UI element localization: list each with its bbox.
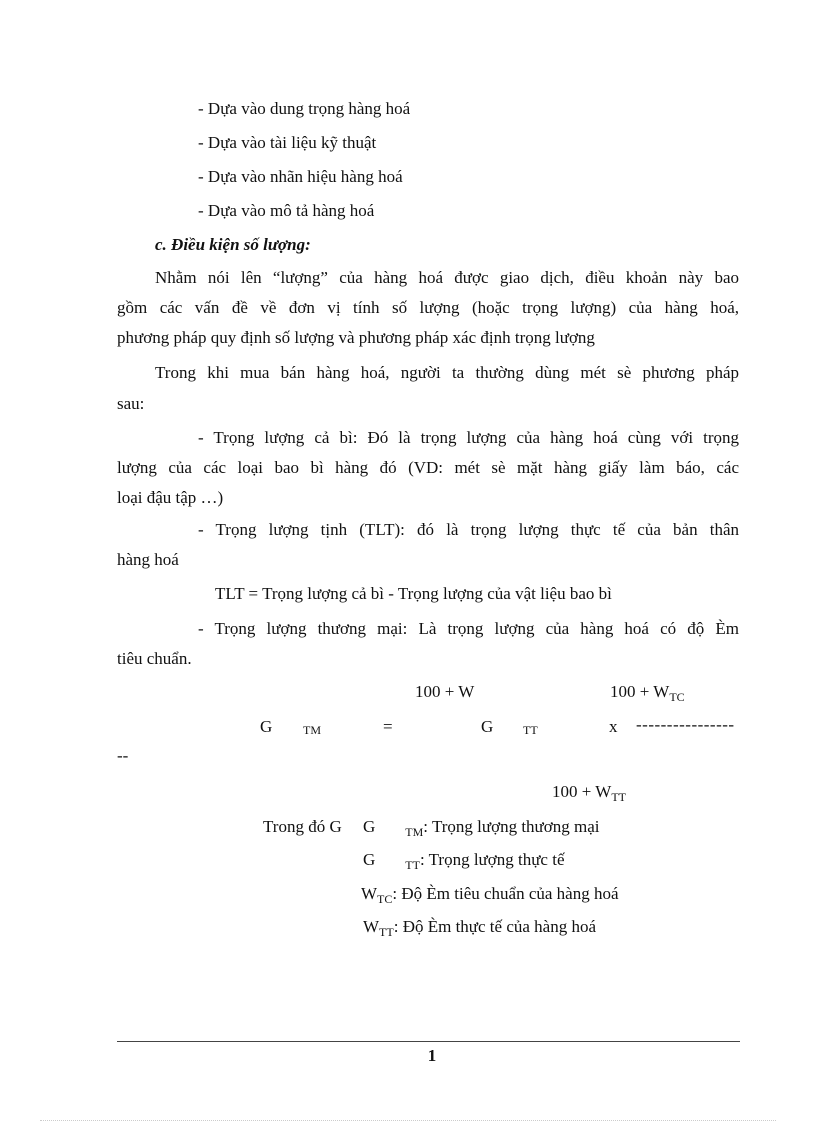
paragraph-line: tiêu chuẩn. — [117, 649, 192, 668]
legend-symbol-sub: TC — [377, 892, 393, 906]
legend-text: : Độ Èm thực tế của hàng hoá — [393, 917, 597, 936]
legend-symbol: G — [363, 817, 376, 836]
paragraph-line: phương pháp quy định số lượng và phương pháp xác định trọng lượng — [117, 328, 595, 347]
paragraph-line: Nhằm nói lên “lượng” của hàng hoá được giao dịch, điều khoản này bao — [155, 268, 739, 287]
page-bottom-border — [40, 1120, 776, 1121]
legend-text: : Độ Èm tiêu chuẩn của hàng hoá — [392, 884, 619, 903]
legend-symbol: G — [363, 850, 376, 869]
formula-numerator-right-sub: TC — [669, 690, 685, 704]
bullet-item: - Dựa vào dung trọng hàng hoá — [198, 99, 411, 118]
legend-symbol-sub: TT — [405, 858, 420, 872]
formula-numerator-right-main: 100 + W — [610, 682, 670, 701]
page-number: 1 — [427, 1046, 437, 1065]
formula-denominator — [552, 782, 626, 804]
bullet-item: - Dựa vào mô tả hàng hoá — [198, 201, 375, 220]
legend-symbol-sub: TM — [405, 825, 424, 839]
paragraph-line: - Trọng lượng thương mại: Là trọng lượng của hàng hoá có độ Èm — [198, 619, 739, 638]
legend-text: : Trọng lượng thực tế — [419, 850, 565, 869]
paragraph-line: sau: — [117, 394, 145, 413]
formula-times: x — [609, 717, 618, 736]
formula-g-right-sub: TT — [523, 723, 538, 737]
formula-denominator-sub: TT — [611, 790, 626, 804]
formula-g-right: G — [481, 717, 494, 736]
legend-intro: Trong đó G — [263, 817, 342, 836]
legend-row — [363, 917, 597, 939]
paragraph-line: - Trọng lượng cả bì: Đó là trọng lượng của hàng hoá cùng với trọng — [198, 428, 739, 447]
paragraph-line: - Trọng lượng tịnh (TLT): đó là trọng lượng thực tế của bản thân — [198, 520, 739, 539]
legend-row — [363, 817, 600, 839]
formula-numerator-right — [610, 682, 685, 704]
legend-symbol: W — [361, 884, 378, 903]
paragraph-line: loại đậu tập …) — [117, 488, 224, 507]
bullet-item: - Dựa vào nhãn hiệu hàng hoá — [198, 167, 403, 186]
legend-symbol: W — [363, 917, 380, 936]
bullet-item: - Dựa vào tài liệu kỹ thuật — [198, 133, 377, 152]
formula-denominator-main: 100 + W — [552, 782, 612, 801]
paragraph-line: lượng của các loại bao bì hàng đó (VD: mét sè mặt hàng giấy làm báo, các — [117, 458, 739, 477]
legend-row — [363, 850, 565, 872]
formula-fraction-dashes: ---------------- — [636, 715, 735, 734]
section-heading: c. Điều kiện số lượng: — [155, 235, 311, 254]
formula-equals: = — [383, 717, 393, 736]
legend-row — [361, 884, 619, 906]
formula-g-left: G — [260, 717, 273, 736]
formula-tlt: TLT = Trọng lượng cả bì - Trọng lượng của vật liệu bao bì — [215, 584, 612, 603]
footer-rule — [117, 1041, 740, 1042]
paragraph-line: gồm các vấn đề về đơn vị tính số lượng (hoặc trọng lượng) của hàng hoá, — [117, 298, 739, 317]
formula-numerator-left: 100 + W — [415, 682, 475, 701]
legend-symbol-sub: TT — [379, 925, 394, 939]
paragraph-line: Trong khi mua bán hàng hoá, người ta thường dùng mét sè phương pháp — [155, 363, 739, 382]
legend-text: : Trọng lượng thương mại — [423, 817, 600, 836]
formula-g-left-sub: TM — [303, 723, 321, 737]
paragraph-line: hàng hoá — [117, 550, 179, 569]
formula-fraction-dashes-cont: -- — [117, 746, 129, 765]
